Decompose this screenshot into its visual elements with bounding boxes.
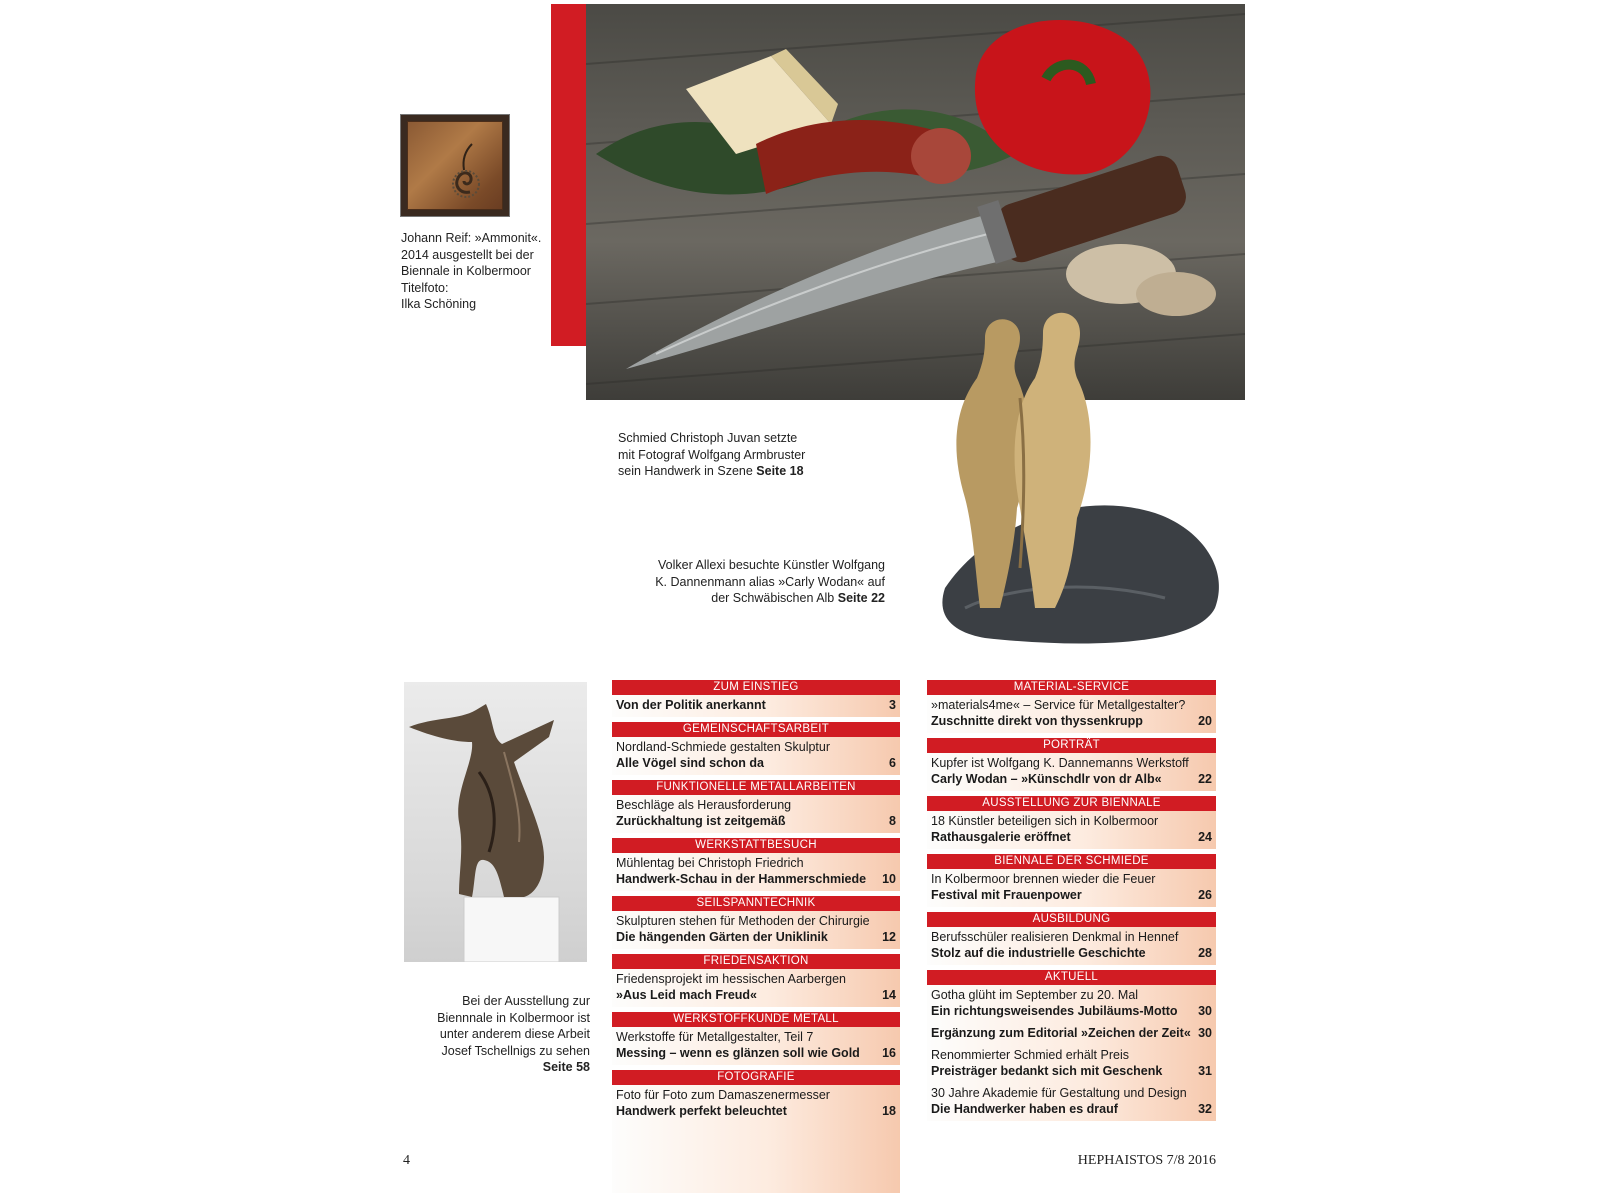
toc-entry-subtitle: Nordland-Schmiede gestalten Skulptur (616, 740, 831, 754)
toc-section (927, 680, 1216, 733)
sculpture-caption (400, 993, 590, 1076)
toc-section (612, 954, 900, 1007)
toc-entry-title: Ein richtungsweisendes Jubiläums-Motto (931, 1004, 1178, 1018)
page-reference: Seite 58 (542, 1060, 590, 1074)
toc-section-heading: FUNKTIONELLE METALLARBEITEN (612, 780, 900, 795)
toc-entry[interactable] (612, 795, 900, 833)
toc-section (927, 796, 1216, 849)
toc-entry-subtitle: Mühlentag bei Christoph Friedrich (616, 856, 804, 870)
toc-entry-page: 10 (882, 872, 896, 886)
toc-entry[interactable] (612, 853, 900, 891)
toc-entry[interactable] (612, 969, 900, 1007)
toc-entry[interactable] (927, 927, 1216, 965)
toc-section-heading: WERKSTATTBESUCH (612, 838, 900, 853)
caption-line: Bei der Ausstellung zur (462, 994, 590, 1008)
caption-line: unter anderem diese Arbeit (439, 1027, 590, 1041)
toc-entry[interactable] (927, 869, 1216, 907)
toc-entry-subtitle: Foto für Foto zum Damaszenermesser (616, 1088, 830, 1102)
toc-entry-page: 26 (1198, 888, 1212, 902)
toc-section (612, 680, 900, 717)
toc-entry-page: 31 (1198, 1064, 1212, 1078)
toc-entry-page: 32 (1198, 1102, 1212, 1116)
toc-entry-title: Festival mit Frauenpower (931, 888, 1082, 902)
page-number: 4 (403, 1153, 410, 1168)
toc-entry-title: Alle Vögel sind schon da (616, 756, 764, 770)
toc-entry-subtitle: In Kolbermoor brennen wieder die Feuer (931, 872, 1156, 886)
toc-section-heading: AUSSTELLUNG ZUR BIENNALE (927, 796, 1216, 811)
toc-entry[interactable] (927, 1023, 1216, 1045)
toc-entry-subtitle: Friedensprojekt im hessischen Aarbergen (616, 972, 846, 986)
toc-section-heading: GEMEINSCHAFTSARBEIT (612, 722, 900, 737)
toc-left-column (612, 680, 900, 1193)
toc-section (612, 838, 900, 891)
inhalt-tab (535, 4, 586, 346)
caption-line: der Schwäbischen Alb (711, 591, 838, 605)
toc-entry[interactable] (612, 695, 900, 717)
toc-entry-page: 12 (882, 930, 896, 944)
toc-entry-title: Ergänzung zum Editorial »Zeichen der Zeit« (931, 1026, 1191, 1040)
toc-entry-page: 3 (889, 698, 896, 712)
caption-line: Volker Allexi besuchte Künstler Wolfgang (658, 558, 885, 572)
toc-entry-subtitle: 18 Künstler beteiligen sich in Kolbermoor (931, 814, 1159, 828)
toc-entry-page: 8 (889, 814, 896, 828)
caption-line: Schmied Christoph Juvan setzte (618, 431, 798, 445)
toc-entry-subtitle: Berufsschüler realisieren Denkmal in Hennef (931, 930, 1179, 944)
toc-section (927, 854, 1216, 907)
toc-entry-page: 30 (1198, 1026, 1212, 1040)
toc-entry-subtitle: Gotha glüht im September zu 20. Mal (931, 988, 1139, 1002)
toc-entry-page: 18 (882, 1104, 896, 1118)
caption-line: Biennnale in Kolbermoor ist (437, 1010, 590, 1025)
toc-entry-page: 28 (1198, 946, 1212, 960)
hero-caption (618, 430, 918, 480)
toc-section (927, 970, 1216, 1121)
toc-entry-title: Zurückhaltung ist zeitgemäß (616, 814, 786, 828)
toc-entry-subtitle: »materials4me« – Service für Metallgestalter? (931, 698, 1186, 712)
caption-line-with-page (580, 590, 885, 607)
toc-section (612, 780, 900, 833)
caption-line: Biennale in Kolbermoor (401, 264, 531, 278)
toc-entry-subtitle: Beschläge als Herausforderung (616, 798, 792, 812)
toc-section (612, 1012, 900, 1065)
toc-entry-title: »Aus Leid mach Freud« (616, 988, 758, 1002)
toc-section (927, 912, 1216, 965)
toc-entry-page: 14 (882, 988, 896, 1002)
toc-entry-subtitle: Renommierter Schmied erhält Preis (931, 1048, 1129, 1062)
caption-line: K. Dannenmann alias »Carly Wodan« auf (655, 574, 885, 589)
caption-line: mit Fotograf Wolfgang Armbruster (618, 447, 806, 462)
toc-entry-title: Handwerk perfekt beleuchtet (616, 1104, 787, 1118)
toc-entry[interactable] (612, 1085, 900, 1123)
toc-entry[interactable] (927, 811, 1216, 849)
toc-entry-title: Stolz auf die industrielle Geschichte (931, 946, 1146, 960)
toc-entry-page: 24 (1198, 830, 1212, 844)
toc-section-heading: ZUM EINSTIEG (612, 680, 900, 695)
toc-entry-subtitle: Skulpturen stehen für Methoden der Chirurgie (616, 914, 870, 928)
toc-section (612, 1070, 900, 1123)
toc-section-heading: BIENNALE DER SCHMIEDE (927, 854, 1216, 869)
bronze-couple-illustration (925, 308, 1225, 660)
page-reference: Seite 18 (756, 464, 804, 478)
toc-entry[interactable] (927, 695, 1216, 733)
toc-entry-subtitle: Werkstoffe für Metallgestalter, Teil 7 (616, 1030, 814, 1044)
caption-line: Johann Reif: »Ammonit«. (401, 231, 542, 245)
toc-section-heading: FRIEDENSAKTION (612, 954, 900, 969)
sculpture-illustration (404, 682, 587, 962)
toc-section-heading: MATERIAL-SERVICE (927, 680, 1216, 695)
sculpture-photo (404, 682, 587, 962)
toc-entry-title: Preisträger bedankt sich mit Geschenk (931, 1064, 1163, 1078)
toc-entry[interactable] (927, 1083, 1216, 1121)
toc-entry-title: Messing – wenn es glänzen soll wie Gold (616, 1046, 860, 1060)
toc-entry-page: 30 (1198, 1004, 1212, 1018)
toc-entry[interactable] (612, 911, 900, 949)
toc-entry-title: Rathausgalerie eröffnet (931, 830, 1071, 844)
toc-entry[interactable] (927, 1045, 1216, 1083)
caption-line: sein Handwerk in Szene (618, 464, 757, 478)
page-reference: Seite 22 (837, 591, 885, 605)
toc-entry-title: Handwerk-Schau in der Hammerschmiede (616, 872, 867, 886)
toc-section-heading: PORTRÄT (927, 738, 1216, 753)
bronze-couple-photo (925, 308, 1225, 660)
toc-section-heading: WERKSTOFFKUNDE METALL (612, 1012, 900, 1027)
toc-entry-title: Von der Politik anerkannt (616, 698, 766, 712)
toc-entry-title: Die Handwerker haben es drauf (931, 1102, 1118, 1116)
toc-entry-page: 22 (1198, 772, 1212, 786)
toc-section-heading: AKTUELL (927, 970, 1216, 985)
caption-line-with-page (618, 463, 918, 480)
caption-line: 2014 ausgestellt bei der (401, 247, 534, 262)
toc-section (612, 722, 900, 775)
caption-line: Josef Tschellnigs zu sehen (441, 1043, 590, 1058)
toc-right-column (927, 680, 1216, 1121)
toc-entry[interactable] (927, 753, 1216, 791)
toc-section-heading: FOTOGRAFIE (612, 1070, 900, 1085)
inhalt-label: INHALT (535, 218, 554, 290)
toc-entry[interactable] (927, 985, 1216, 1023)
toc-entry-title: Die hängenden Gärten der Uniklinik (616, 930, 828, 944)
allexi-caption (580, 557, 885, 607)
toc-entry-page: 20 (1198, 714, 1212, 728)
magazine-issue: HEPHAISTOS 7/8 2016 (1077, 1153, 1216, 1168)
caption-line: Ilka Schöning (401, 297, 477, 311)
toc-section-heading: AUSBILDUNG (927, 912, 1216, 927)
toc-entry-page: 6 (889, 756, 896, 770)
toc-entry-page: 16 (882, 1046, 896, 1060)
toc-entry-subtitle: Kupfer ist Wolfgang K. Dannemanns Werkstoff (931, 756, 1189, 770)
toc-entry-subtitle: 30 Jahre Akademie für Gestaltung und Design (931, 1086, 1187, 1100)
ammonit-caption (401, 230, 551, 313)
caption-line: Titelfoto: (401, 280, 449, 295)
toc-section (612, 896, 900, 949)
toc-entry[interactable] (612, 1027, 900, 1065)
toc-column-fill (612, 1123, 900, 1193)
toc-entry-title: Zuschnitte direkt von thyssenkrupp (931, 714, 1143, 728)
toc-section (927, 738, 1216, 791)
toc-entry[interactable] (612, 737, 900, 775)
ammonit-spiral-icon (408, 122, 502, 209)
ammonit-thumbnail (401, 115, 509, 216)
toc-entry-title: Carly Wodan – »Künschdlr von dr Alb« (931, 772, 1162, 786)
toc-section-heading: SEILSPANNTECHNIK (612, 896, 900, 911)
